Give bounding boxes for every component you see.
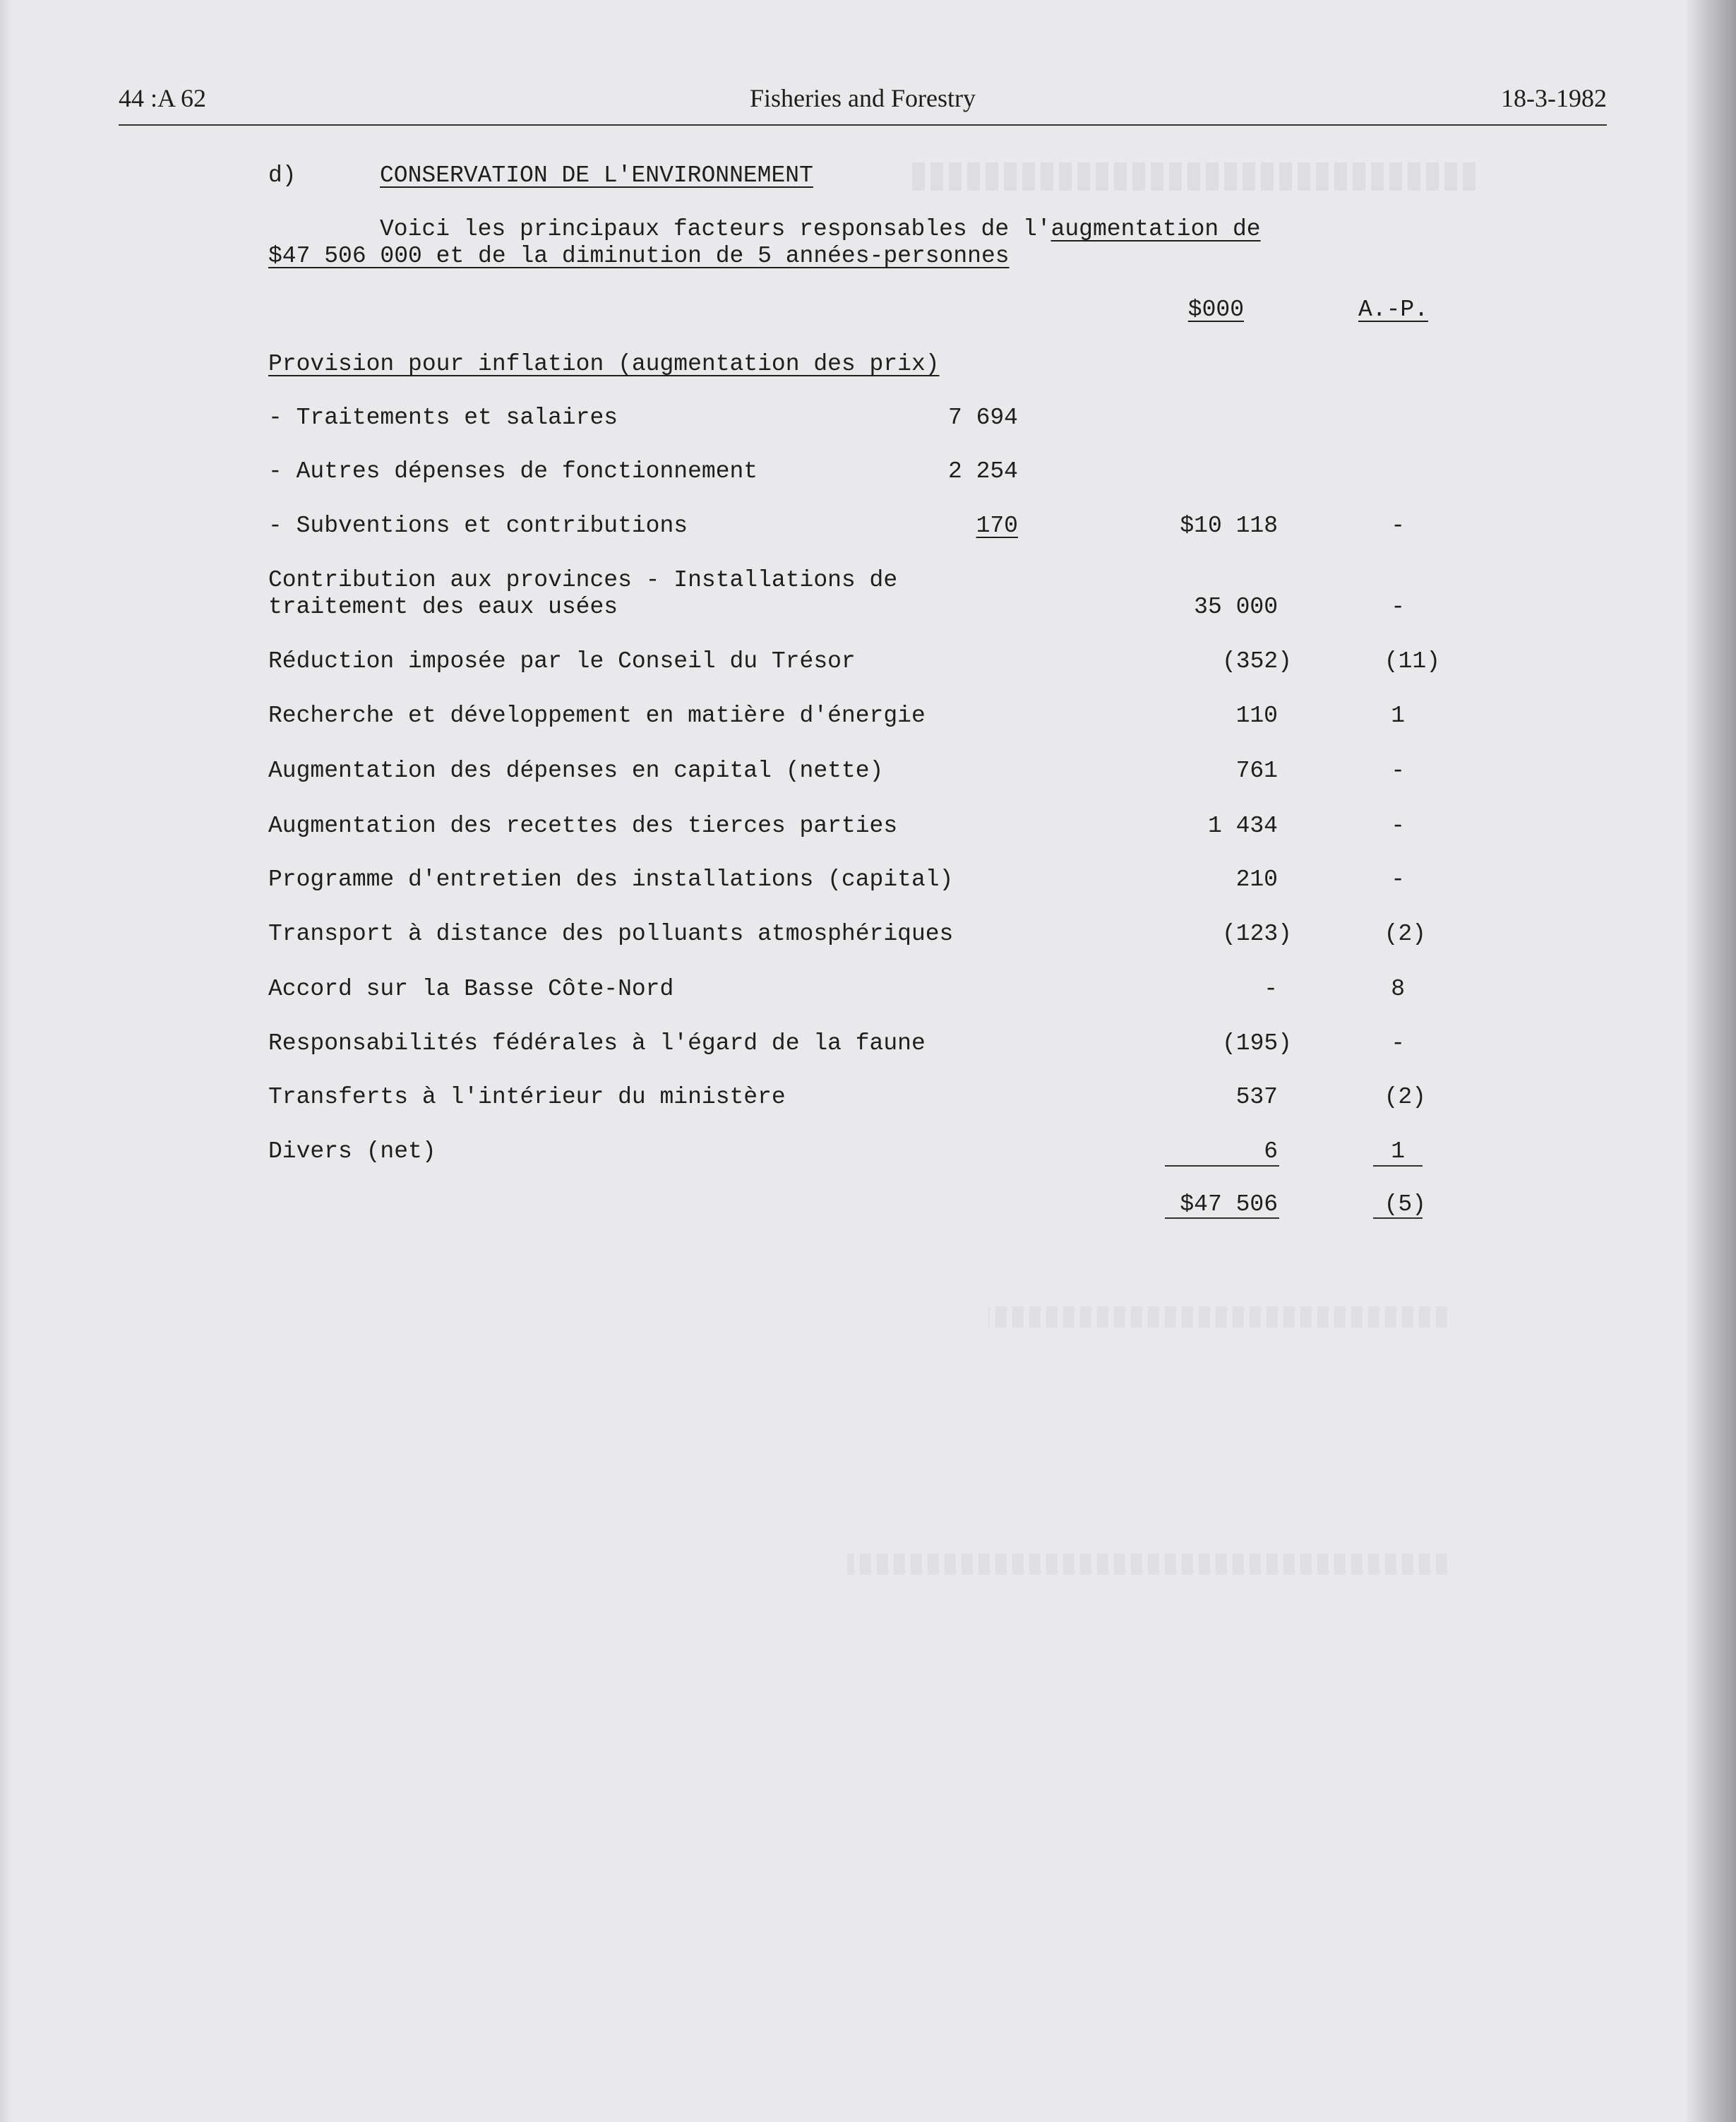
page-number: 44 :A 62 — [119, 84, 207, 112]
bleed-through — [988, 1306, 1447, 1328]
row-label: Programme d'entretien des installations (capital) — [268, 866, 954, 893]
inflation-item-value: 2 254 — [947, 458, 1018, 484]
row-label: Contribution aux provinces - Installations de — [268, 567, 898, 593]
row-label: Réduction imposée par le Conseil du Trésor — [268, 648, 856, 674]
inflation-item-label: - Traitements et salaires — [268, 405, 618, 431]
row-label: Augmentation des dépenses en capital (nette) — [268, 758, 884, 784]
row-label: Transferts à l'intérieur du ministère — [268, 1084, 786, 1110]
row-py: - — [1391, 1030, 1405, 1056]
row-py: (11) — [1384, 648, 1440, 674]
row-amount: (195) — [1221, 1030, 1292, 1056]
row-amount: 35 000 — [1194, 594, 1278, 620]
bleed-through — [911, 162, 1475, 191]
row-py: - — [1391, 866, 1405, 893]
row-amount: 110 — [1235, 703, 1278, 729]
row-amount: 537 — [1235, 1084, 1278, 1110]
row-py: 1 — [1391, 1138, 1405, 1164]
row-label: Divers (net) — [268, 1138, 436, 1164]
intro-text-underlined: augmentation de — [1050, 216, 1261, 242]
row-py: - — [1391, 758, 1405, 784]
inflation-item-value: 7 694 — [947, 405, 1018, 431]
total-py: (5) — [1384, 1191, 1426, 1217]
row-amount: 761 — [1235, 758, 1278, 784]
row-py: 8 — [1391, 976, 1405, 1002]
column-header-py: A.-P. — [1358, 297, 1429, 323]
section-title: CONSERVATION DE L'ENVIRONNEMENT — [380, 162, 813, 189]
publication-date: 18-3-1982 — [1501, 84, 1607, 112]
row-label: traitement des eaux usées — [268, 594, 618, 620]
row-amount: 1 434 — [1207, 813, 1278, 839]
inflation-heading: Provision pour inflation (augmentation des prix) — [268, 351, 940, 377]
row-label: Transport à distance des polluants atmosphériques — [268, 921, 954, 947]
row-amount: (352) — [1221, 648, 1292, 674]
header-rule — [119, 124, 1607, 126]
row-py: - — [1391, 594, 1405, 620]
inflation-item-label: - Subventions et contributions — [268, 513, 688, 539]
inflation-item-label: - Autres dépenses de fonctionnement — [268, 458, 758, 484]
intro-line-2: $47 506 000 et de la diminution de 5 années-personnes — [268, 243, 1010, 269]
row-py: - — [1391, 813, 1405, 839]
row-amount: 6 — [1264, 1138, 1278, 1164]
bleed-through — [847, 1554, 1447, 1575]
row-label: Accord sur la Basse Côte-Nord — [268, 976, 674, 1002]
row-amount: - — [1264, 976, 1278, 1002]
subtotal-rule-amount — [1165, 1165, 1279, 1167]
inflation-py: - — [1391, 513, 1405, 539]
row-amount: 210 — [1235, 866, 1278, 893]
total-rule-py — [1373, 1217, 1423, 1219]
section-letter: d) — [268, 162, 297, 189]
intro-line-1 — [380, 216, 1261, 242]
row-py: 1 — [1391, 703, 1405, 729]
row-py: (2) — [1384, 1084, 1426, 1110]
page-header — [119, 83, 1607, 126]
row-label: Recherche et développement en matière d'énergie — [268, 703, 926, 729]
inflation-item-value: 170 — [976, 513, 1018, 539]
total-amount: $47 506 — [1180, 1191, 1278, 1217]
subtotal-rule-py — [1373, 1165, 1423, 1167]
row-label: Augmentation des recettes des tierces parties — [268, 813, 898, 839]
page-right-edge — [1687, 0, 1736, 2122]
row-amount: (123) — [1221, 921, 1292, 947]
page-left-edge — [0, 0, 13, 2122]
inflation-total: $10 118 — [1180, 513, 1278, 539]
total-rule-amount — [1165, 1217, 1279, 1219]
row-py: (2) — [1384, 921, 1426, 947]
column-header-amount: $000 — [1187, 297, 1244, 323]
intro-text: Voici les principaux facteurs responsables de l' — [380, 216, 1051, 242]
publication-title: Fisheries and Forestry — [750, 84, 976, 112]
row-label: Responsabilités fédérales à l'égard de la faune — [268, 1030, 926, 1056]
